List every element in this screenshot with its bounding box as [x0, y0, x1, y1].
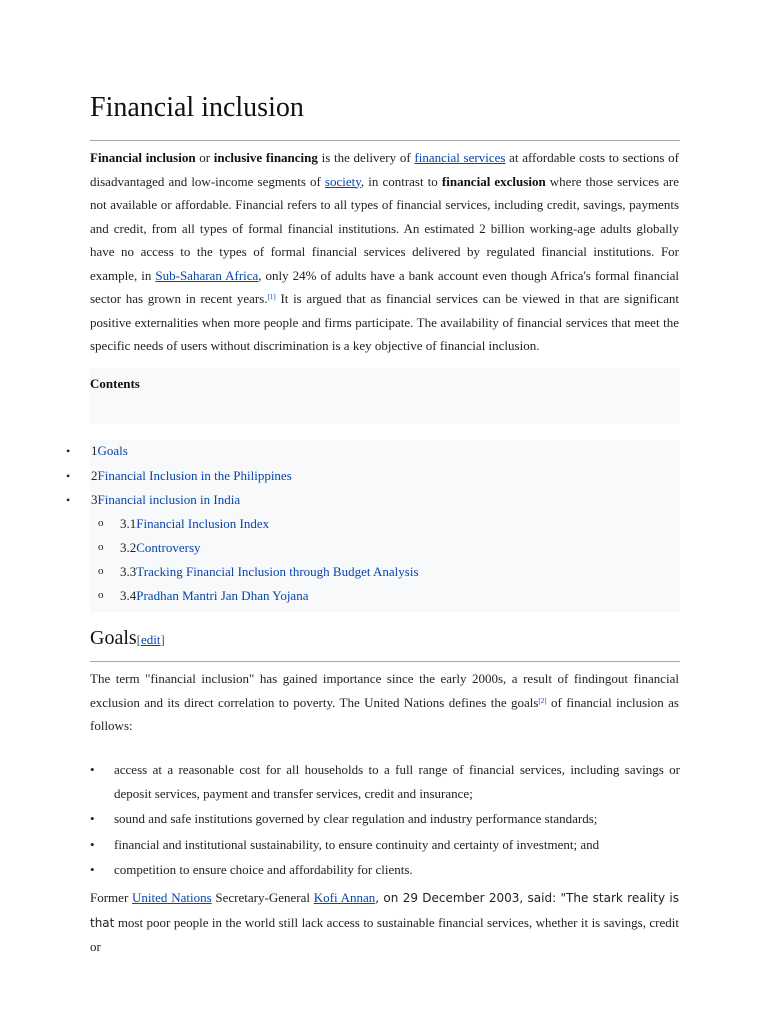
bold-term: inclusive financing — [213, 150, 318, 165]
toc-item-label: Tracking Financial Inclusion through Budget Analysis — [136, 564, 419, 579]
bold-term: financial exclusion — [441, 173, 546, 189]
reference-2-link[interactable]: [2] — [538, 696, 547, 705]
list-item — [90, 758, 680, 805]
toc-item-number: 1 — [91, 443, 98, 458]
bullet-icon: • — [90, 836, 95, 852]
kofi-annan-link[interactable]: Kofi Annan — [313, 890, 376, 905]
sub-saharan-africa-link[interactable]: Sub-Saharan Africa — [155, 267, 259, 283]
united-nations-link[interactable]: United Nations — [132, 890, 212, 905]
toc-item-number: 3.3 — [120, 564, 137, 579]
bold-term: Financial inclusion — [90, 150, 196, 165]
annan-paragraph — [90, 886, 679, 959]
bullet-icon: • — [90, 811, 95, 826]
society-link[interactable]: society — [324, 173, 361, 189]
goals-list — [90, 758, 680, 884]
toc-item-philippines[interactable] — [91, 467, 292, 485]
annan-text: Secretary-General — [211, 890, 314, 905]
bullet-icon: • — [66, 469, 71, 483]
toc-item-label: Pradhan Mantri Jan Dhan Yojana — [136, 588, 309, 603]
toc-item-number: 3.2 — [120, 540, 137, 555]
goals-text: The term "financial inclusion" has gained importance since the early 2000s, a result of findingout financial exclusion and its direct correlation to poverty. The United Nations defines the goals — [90, 671, 679, 710]
toc-item-number: 3.4 — [120, 588, 137, 603]
toc-item-budget[interactable] — [120, 563, 419, 581]
bullet-icon: • — [90, 862, 95, 877]
financial-services-link[interactable]: financial services — [414, 150, 506, 165]
toc-item-label: Controversy — [136, 540, 201, 555]
list-item-text: financial and institutional sustainability, to ensure continuity and certainty of investment; and — [114, 836, 600, 852]
toc-item-number: 3.1 — [120, 516, 137, 531]
toc-item-controversy[interactable] — [120, 539, 201, 557]
toc-item-number: 2 — [91, 468, 98, 483]
toc-item-label: Goals — [97, 443, 128, 458]
toc-item-label: Financial Inclusion in the Philippines — [97, 468, 292, 483]
toc-item-label: Financial inclusion in India — [97, 492, 241, 507]
edit-bracket: [ — [136, 632, 142, 647]
annan-quote: , on 29 December 2003, said: "The stark reality is that — [90, 891, 679, 930]
bullet-icon: • — [66, 444, 71, 458]
goals-heading — [90, 624, 165, 654]
list-item-text: sound and safe institutions governed by clear regulation and industry performance standards; — [114, 811, 598, 826]
toc-item-label: Financial Inclusion Index — [136, 516, 270, 531]
goals-divider — [90, 661, 680, 662]
intro-text: where those services are not available or affordable. Financial refers to all types of financial services, including credit, savings, payments and credit, from all types of formal financial institutions. An estimated 2 billion working-age adults globally have no access to the types of formal financial services delivered by regulated financial institutions. For example, in — [90, 173, 679, 283]
edit-bracket: ] — [160, 632, 165, 647]
annan-text: Former — [90, 890, 133, 905]
annan-text: most poor people in the world still lack access to sustainable financial services, whether it is savings, credit or — [90, 914, 679, 954]
toc-item-india[interactable] — [91, 491, 240, 509]
intro-text: or — [195, 150, 214, 165]
subbullet-icon: o — [98, 589, 104, 601]
reference-1-link[interactable]: [1] — [267, 293, 276, 301]
list-item — [90, 858, 680, 882]
intro-text: , in contrast to — [360, 173, 442, 189]
intro-text: , only 24% of adults have a bank account even though Africa's formal financial sector has grown in recent years. — [90, 267, 679, 306]
toc-heading: Contents — [90, 376, 140, 391]
intro-text: It is argued that as financial services can be viewed in that are significant positive externalities when more people and firms participate. The availability of financial services that meet the specific needs of users without discrimination is a key objective of financial inclusion. — [90, 291, 679, 353]
intro-text: is the delivery of — [317, 150, 415, 165]
toc-item-goals[interactable] — [91, 442, 128, 460]
intro-text: at affordable costs to sections of disadvantaged and low-income segments of — [90, 150, 679, 189]
toc-header-box — [90, 368, 680, 424]
page-title: Financial inclusion — [90, 92, 304, 123]
list-item — [90, 807, 680, 831]
subbullet-icon: o — [98, 565, 104, 577]
edit-section — [137, 632, 165, 647]
subbullet-icon: o — [98, 517, 104, 529]
list-item-text: access at a reasonable cost for all households to a full range of financial services, including savings or deposit services, payment and transfer services, credit and insurance; — [114, 762, 680, 801]
intro-paragraph — [90, 146, 679, 358]
subbullet-icon: o — [98, 541, 104, 553]
list-item — [90, 833, 680, 857]
bullet-icon: • — [66, 493, 71, 507]
title-divider — [90, 140, 680, 141]
list-item-text: competition to ensure choice and affordability for clients. — [114, 862, 413, 877]
goals-text: of financial inclusion as follows: — [90, 694, 679, 733]
toc-item-index[interactable] — [120, 515, 269, 533]
goals-paragraph — [90, 667, 679, 738]
edit-link[interactable]: edit — [141, 632, 161, 647]
toc-item-number: 3 — [91, 492, 98, 507]
toc-item-jan-dhan[interactable] — [120, 587, 308, 605]
bullet-icon: • — [90, 762, 95, 777]
goals-heading-text: Goals — [90, 627, 137, 649]
